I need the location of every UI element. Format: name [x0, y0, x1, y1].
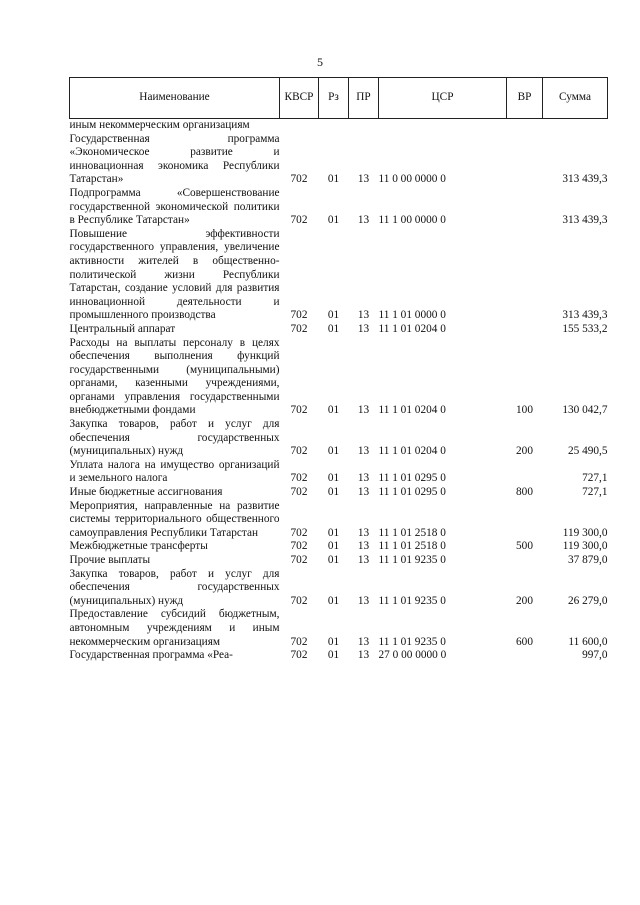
- cell-vr: 200: [516, 594, 533, 607]
- cell-sum: 26 279,0: [567, 594, 608, 607]
- cell-name: Закупка товаров, работ и услуг для обеспечения государственных (муниципальных) нужд: [69, 567, 280, 607]
- cell-kvsr: 702: [290, 173, 308, 186]
- cell-sum: [543, 119, 608, 133]
- cell-rz: 01: [327, 214, 340, 227]
- cell-pr: 13: [357, 445, 370, 458]
- cell-kvsr: [280, 119, 319, 133]
- cell-vr: [507, 554, 543, 568]
- cell-sum: 119 300,0: [562, 540, 608, 553]
- cell-pr: 13: [357, 309, 370, 322]
- cell-rz: 01: [327, 649, 340, 662]
- column-header-name: Наименование: [70, 78, 280, 119]
- cell-sum: 727,1: [582, 472, 608, 485]
- cell-vr: [507, 500, 543, 541]
- cell-pr: 13: [357, 540, 370, 553]
- cell-vr: [507, 228, 543, 323]
- cell-kvsr: 702: [290, 322, 308, 335]
- cell-kvsr: 702: [290, 309, 308, 322]
- table-row: [70, 228, 608, 323]
- cell-csr: 11 0 00 0000 0: [378, 173, 446, 186]
- cell-vr: 200: [516, 445, 533, 458]
- cell-sum: 313 439,3: [562, 214, 608, 227]
- cell-name: Прочие выплаты: [69, 554, 151, 566]
- cell-rz: 01: [327, 594, 340, 607]
- cell-pr: 13: [357, 214, 370, 227]
- cell-kvsr: 702: [290, 540, 308, 553]
- cell-kvsr: 702: [290, 649, 308, 662]
- cell-vr: [507, 323, 543, 337]
- cell-vr: [507, 119, 543, 133]
- column-header-vr: ВР: [507, 78, 543, 119]
- table-row: [70, 649, 608, 663]
- cell-csr: 11 1 01 0204 0: [378, 404, 446, 417]
- cell-rz: 01: [327, 486, 340, 499]
- table-row: [70, 187, 608, 228]
- cell-kvsr: 702: [290, 404, 308, 417]
- cell-name: Подпрограмма «Совершенствование государственной экономической политики в Республике Татарстан»: [69, 186, 280, 227]
- cell-vr: 600: [516, 635, 533, 648]
- cell-csr: [379, 119, 507, 133]
- column-header-csr: ЦСР: [379, 78, 507, 119]
- cell-kvsr: 702: [290, 594, 308, 607]
- cell-pr: 13: [357, 649, 370, 662]
- table-row: [70, 486, 608, 500]
- cell-rz: 01: [327, 309, 340, 322]
- cell-vr: 500: [516, 540, 533, 553]
- cell-rz: 01: [327, 554, 340, 566]
- table-row: [70, 459, 608, 486]
- cell-sum: 997,0: [582, 649, 608, 662]
- cell-csr: 11 1 01 2518 0: [378, 526, 446, 539]
- cell-rz: 01: [327, 173, 340, 186]
- cell-rz: 01: [327, 635, 340, 648]
- cell-csr: 11 1 01 9235 0: [378, 635, 446, 648]
- table-row: [70, 323, 608, 337]
- cell-csr: 11 1 01 9235 0: [378, 594, 446, 607]
- cell-csr: 11 1 01 0295 0: [378, 486, 446, 499]
- cell-name: Государственная программа «Реа-: [69, 649, 233, 662]
- cell-kvsr: 702: [290, 214, 308, 227]
- cell-csr: 11 1 01 0204 0: [378, 445, 446, 458]
- cell-rz: [319, 119, 349, 133]
- cell-name: иным некоммерческим организациям: [69, 119, 250, 131]
- cell-sum: 727,1: [582, 486, 608, 499]
- cell-kvsr: 702: [290, 486, 308, 499]
- cell-csr: 11 1 01 0000 0: [378, 309, 446, 322]
- column-header-kvsr: КВСР: [280, 78, 319, 119]
- cell-pr: 13: [357, 173, 370, 186]
- cell-pr: 13: [357, 486, 370, 499]
- cell-vr: 800: [516, 486, 533, 499]
- cell-pr: 13: [357, 635, 370, 648]
- cell-pr: 13: [357, 404, 370, 417]
- cell-rz: 01: [327, 526, 340, 539]
- cell-pr: 13: [357, 472, 370, 485]
- cell-vr: [507, 649, 543, 663]
- column-header-rz: Рз: [319, 78, 349, 119]
- cell-sum: 313 439,3: [562, 173, 608, 186]
- table-row: [70, 540, 608, 554]
- cell-vr: [507, 459, 543, 486]
- cell-pr: 13: [357, 526, 370, 539]
- cell-sum: 313 439,3: [562, 309, 608, 322]
- cell-name: Мероприятия, направленные на развитие системы территориального общественного самоуправления Республики Татарстан: [69, 499, 280, 539]
- cell-csr: 11 1 01 9235 0: [378, 554, 446, 566]
- table-row: [70, 133, 608, 187]
- table-body: [70, 119, 608, 663]
- cell-name: Повышение эффективности государственного управления, увеличение активности жителей в общественно-политической жизни Республики Татарстан, создание условий для развития инновационной деятельности и промышленного производства: [69, 227, 280, 322]
- cell-sum: 130 042,7: [562, 404, 608, 417]
- cell-name: Иные бюджетные ассигнования: [69, 486, 223, 499]
- cell-kvsr: 702: [290, 554, 308, 566]
- table-row: [70, 500, 608, 541]
- cell-sum: 119 300,0: [562, 526, 608, 539]
- cell-sum: 11 600,0: [568, 635, 608, 648]
- cell-csr: 11 1 01 0295 0: [378, 472, 446, 485]
- cell-rz: 01: [327, 322, 340, 335]
- cell-kvsr: 702: [290, 635, 308, 648]
- cell-sum: 25 490,5: [567, 445, 608, 458]
- cell-name: Закупка товаров, работ и услуг для обеспечения государственных (муниципальных) нужд: [69, 418, 280, 458]
- table-row: [70, 337, 608, 419]
- page-number: 5: [317, 55, 323, 69]
- cell-pr: 13: [357, 594, 370, 607]
- cell-name: Предоставление субсидий бюджетным, автономным учреждениям и иным некоммерческим организациям: [69, 608, 280, 648]
- cell-sum: 37 879,0: [567, 554, 608, 566]
- cell-sum: 155 533,2: [562, 322, 608, 335]
- column-header-sum: Сумма: [543, 78, 608, 119]
- table-row: [70, 418, 608, 459]
- budget-table: [69, 77, 608, 663]
- cell-name: Государственная программа «Экономическое развитие и инновационная экономика Республики Татарстан»: [69, 132, 280, 186]
- cell-name: Уплата налога на имущество организаций и земельного налога: [69, 458, 280, 485]
- cell-vr: [507, 133, 543, 187]
- table-row: [70, 608, 608, 649]
- table-row: [70, 554, 608, 568]
- cell-name: Расходы на выплаты персоналу в целях обеспечения выполнения функций государственными (муниципальными) органами, казенными учреждениями, органами управления государственными внебюджетными фондами: [69, 336, 280, 417]
- cell-rz: 01: [327, 404, 340, 417]
- cell-kvsr: 702: [290, 445, 308, 458]
- cell-pr: 13: [357, 322, 370, 335]
- table-header-row: [70, 78, 608, 119]
- cell-pr: [349, 119, 379, 133]
- column-header-pr: ПР: [349, 78, 379, 119]
- table-row: [70, 568, 608, 609]
- cell-rz: 01: [327, 445, 340, 458]
- cell-pr: 13: [357, 554, 370, 566]
- cell-vr: [507, 187, 543, 228]
- cell-vr: 100: [516, 404, 533, 417]
- table-row: [70, 119, 608, 133]
- cell-name: Межбюджетные трансферты: [69, 540, 208, 553]
- cell-kvsr: 702: [290, 472, 308, 485]
- cell-kvsr: 702: [290, 526, 308, 539]
- cell-name: Центральный аппарат: [69, 322, 176, 335]
- cell-csr: 27 0 00 0000 0: [378, 649, 447, 662]
- cell-rz: 01: [327, 472, 340, 485]
- cell-rz: 01: [327, 540, 340, 553]
- cell-csr: 11 1 00 0000 0: [378, 214, 446, 227]
- cell-csr: 11 1 01 2518 0: [378, 540, 446, 553]
- cell-csr: 11 1 01 0204 0: [378, 322, 446, 335]
